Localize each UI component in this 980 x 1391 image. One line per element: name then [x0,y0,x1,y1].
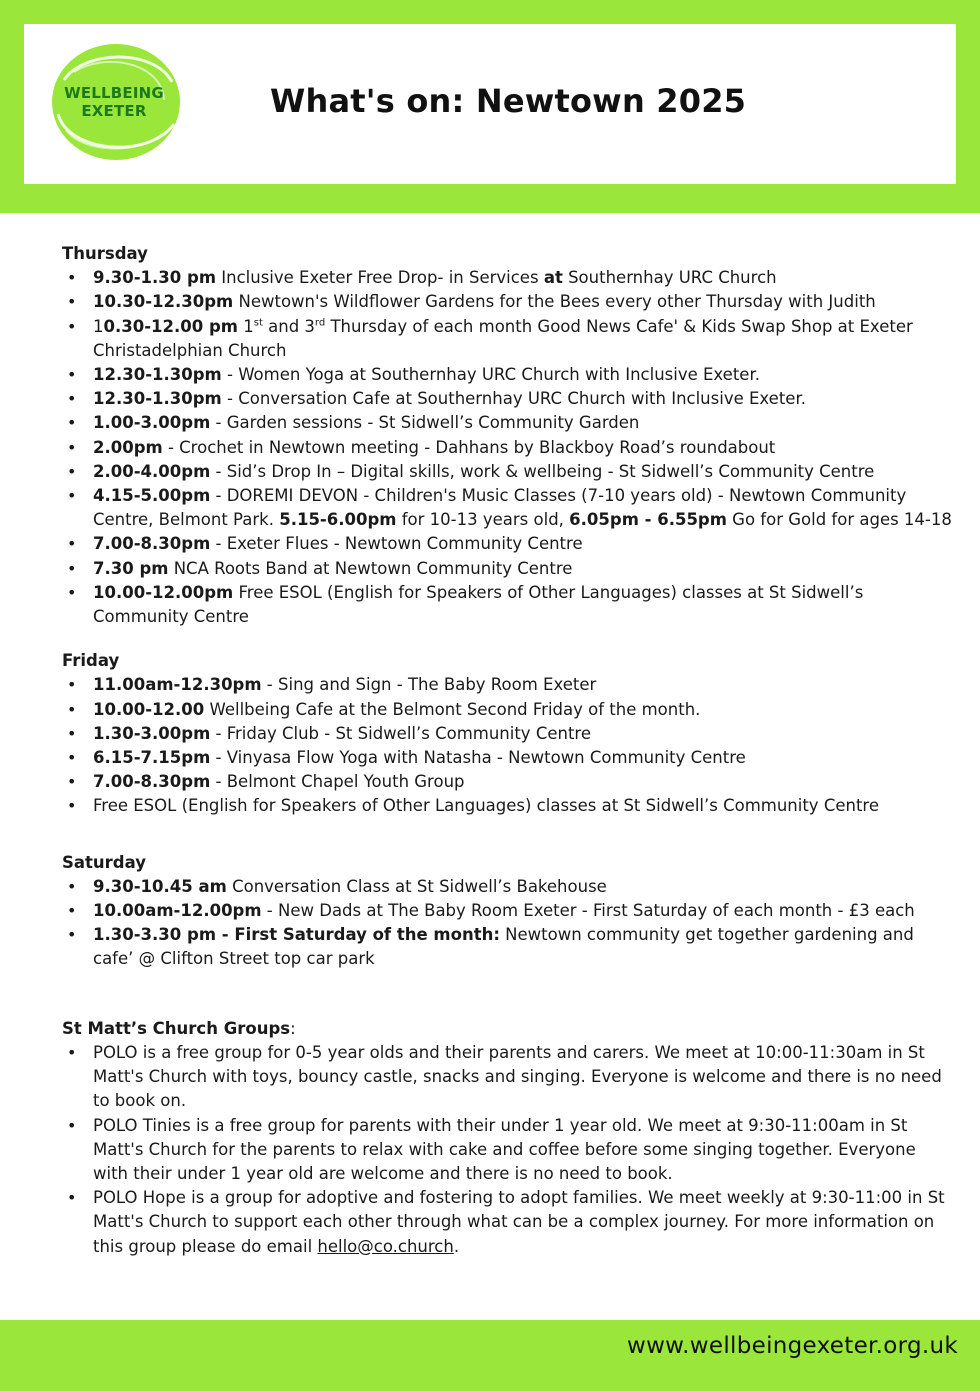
thursday-list [62,266,952,629]
spacer [62,819,952,851]
list-item: • 12.30-1.30pm - Conversation Cafe at Southernhay URC Church with Inclusive Exeter. [62,387,952,411]
list-item: • POLO is a free group for 0-5 year olds and their parents and carers. We meet at 10:00-11:30am in St Matt's Church with toys, bouncy castle, snacks and singing. Everyone is welcome and there is no need to book on. [62,1041,952,1114]
saturday-heading: Saturday [62,852,146,872]
list-item: • 1.30-3.00pm - Friday Club - St Sidwell’s Community Centre [62,722,952,746]
list-item: • 12.30-1.30pm - Women Yoga at Southernhay URC Church with Inclusive Exeter. [62,363,952,387]
list-item: • Free ESOL (English for Speakers of Other Languages) classes at St Sidwell’s Community Centre [62,794,952,818]
logo-text [56,84,172,120]
spacer [62,972,952,1017]
list-item: • 6.15-7.15pm - Vinyasa Flow Yoga with Natasha - Newtown Community Centre [62,746,952,770]
list-item: • 7.00-8.30pm - Exeter Flues - Newtown Community Centre [62,532,952,556]
list-item: • 10.00-12.00pm Free ESOL (English for Speakers of Other Languages) classes at St Sidwell’s Community Centre [62,581,952,629]
friday-heading: Friday [62,651,120,671]
list-item: • 7.30 pm NCA Roots Band at Newtown Community Centre [62,557,952,581]
page-title: What's on: Newtown 2025 [270,82,747,120]
schedule-content [62,242,952,1259]
logo-line-1: WELLBEING [64,84,164,102]
list-item: • 2.00-4.00pm - Sid’s Drop In – Digital skills, work & wellbeing - St Sidwell’s Community Centre [62,460,952,484]
list-item: • 10.00am-12.00pm - New Dads at The Baby Room Exeter - First Saturday of each month - £3 each [62,899,952,923]
list-item: • 10.00-12.00 Wellbeing Cafe at the Belmont Second Friday of the month. [62,698,952,722]
thursday-heading: Thursday [62,244,148,263]
list-item: • 9.30-1.30 pm Inclusive Exeter Free Drop- in Services at Southernhay URC Church [62,266,952,290]
list-item: • POLO Hope is a group for adoptive and fostering to adopt families. We meet weekly at 9:30-11:00 in St Matt's Church to support each other through what can be a complex journey. For more information on this group please do email hello@co.church. [62,1186,952,1259]
list-item: • 11.00am-12.30pm - Sing and Sign - The Baby Room Exeter [62,673,952,697]
list-item: • 9.30-10.45 am Conversation Class at St Sidwell’s Bakehouse [62,875,952,899]
list-item: • 2.00pm - Crochet in Newtown meeting - Dahhans by Blackboy Road’s roundabout [62,436,952,460]
list-item: • 1.00-3.00pm - Garden sessions - St Sidwell’s Community Garden [62,411,952,435]
st-matts-heading: St Matt’s Church Groups: [62,1018,296,1038]
list-item: • 7.00-8.30pm - Belmont Chapel Youth Group [62,770,952,794]
list-item: • 1.30-3.30 pm - First Saturday of the month: Newtown community get together gardening and cafe’ @ Clifton Street top car park [62,923,952,971]
st-matts-list [62,1041,952,1259]
saturday-list [62,875,952,972]
spacer [62,629,952,649]
website-link[interactable]: www.wellbeingexeter.org.uk [626,1333,958,1359]
email-link[interactable]: hello@co.church [317,1236,454,1256]
list-item: • POLO Tinies is a free group for parents with their under 1 year old. We meet at 9:30-11:00am in St Matt's Church for the parents to relax with cake and coffee before some singing together. Everyone with their under 1 year old are welcome and there is no need to book. [62,1114,952,1187]
list-item: • 10.30-12.30pm Newtown's Wildflower Gardens for the Bees every other Thursday with Judith [62,290,952,314]
logo-line-2: EXETER [81,102,147,120]
list-item: • 4.15-5.00pm - DOREMI DEVON - Children's Music Classes (7-10 years old) - Newtown Community Centre, Belmont Park. 5.15-6.00pm for 10-13 years old, 6.05pm - 6.55pm Go for Gold for ages 14-18 [62,484,952,532]
friday-list [62,673,952,818]
list-item: • 10.30-12.00 pm 1st and 3rd Thursday of each month Good News Cafe' & Kids Swap Shop at Exeter Christadelphian Church [62,315,952,363]
